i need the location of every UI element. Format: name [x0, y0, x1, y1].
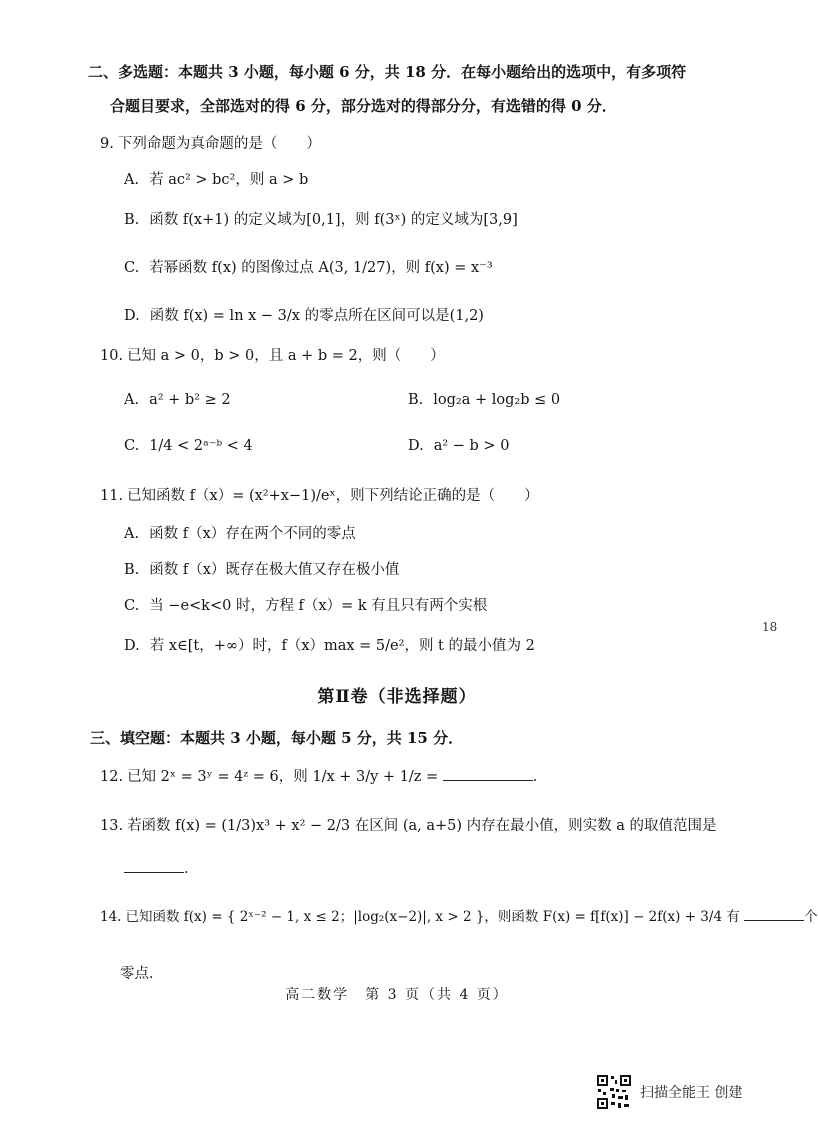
question-number: 10. — [100, 348, 124, 364]
q11-option-d — [124, 636, 535, 656]
question-text: 已知 2ˣ = 3ʸ = 4ᶻ = 6，则 1/x + 3/y + 1/z = — [127, 769, 439, 785]
question-text: 已知函数 f（x）= (x²+x−1)/eˣ，则下列结论正确的是（ ） — [127, 488, 539, 504]
part2-title: 第Ⅱ卷（非选择题） — [317, 687, 477, 707]
option-letter: D. — [124, 638, 140, 654]
option-text: 当 −e<k<0 时，方程 f（x）= k 有且只有两个实根 — [149, 598, 488, 614]
q13 — [100, 816, 716, 836]
option-letter: A. — [124, 392, 140, 408]
option-text: log₂a + log₂b ≤ 0 — [433, 392, 561, 408]
option-text: 函数 f（x）存在两个不同的零点 — [149, 526, 356, 542]
section3-header: 三、填空题：本题共 3 小题，每小题 5 分，共 15 分． — [90, 729, 464, 747]
side-mark: 18 — [762, 620, 778, 634]
q9-stem — [100, 134, 321, 154]
question-text: 已知函数 f(x) = { 2ˣ⁻² − 1, x ≤ 2；|log₂(x−2)|, x > 2 }，则函数 F(x) = f[f(x)] − 2f(x) + 3/4 有 — [125, 909, 740, 925]
option-text: 若 ac² > bc²，则 a > b — [149, 172, 309, 188]
option-letter: D. — [124, 308, 140, 324]
option-letter: C. — [124, 438, 140, 454]
option-text: a² + b² ≥ 2 — [149, 392, 231, 408]
option-letter: B. — [408, 392, 424, 408]
q14 — [100, 906, 818, 927]
q9-option-d — [124, 306, 484, 326]
question-text: 下列命题为真命题的是（ ） — [117, 136, 321, 152]
question-end: ． — [184, 861, 199, 877]
q11-stem — [100, 486, 539, 506]
option-text: 若 x∈[t，+∞）时，f（x）max = 5/e²，则 t 的最小值为 2 — [149, 638, 535, 654]
q10-option-d — [408, 436, 509, 456]
q9-option-a — [124, 170, 308, 190]
question-number: 14. — [100, 909, 122, 925]
q11-option-b — [124, 560, 399, 580]
option-letter: C. — [124, 598, 140, 614]
answer-blank[interactable] — [124, 858, 184, 873]
scanner-watermark: 扫描全能王 创建 — [640, 1085, 743, 1101]
question-text: 若函数 f(x) = (1/3)x³ + x² − 2/3 在区间 (a, a+5) 内存在最小值，则实数 a 的取值范围是 — [127, 818, 717, 834]
qr-code-icon — [596, 1074, 632, 1110]
answer-blank[interactable] — [744, 906, 804, 921]
option-text: 若幂函数 f(x) 的图像过点 A(3, 1/27)，则 f(x) = x⁻³ — [149, 260, 493, 276]
question-text-tail: 个 — [804, 909, 818, 925]
option-text: 函数 f（x）既存在极大值又存在极小值 — [149, 562, 400, 578]
question-end: ． — [532, 769, 548, 785]
option-text: 函数 f(x+1) 的定义域为[0,1]，则 f(3ˣ) 的定义域为[3,9] — [149, 212, 518, 228]
option-letter: B. — [124, 562, 140, 578]
option-letter: D. — [408, 438, 424, 454]
q10-stem — [100, 346, 445, 366]
section2-header-line1: 二、多选题：本题共 3 小题，每小题 6 分，共 18 分．在每小题给出的选项中，有多项符 — [88, 63, 687, 81]
question-number: 12. — [100, 769, 124, 785]
q10-option-c — [124, 436, 253, 456]
question-number: 13. — [100, 818, 124, 834]
page-footer: 高二数学 第 3 页（共 4 页） — [285, 987, 509, 1003]
option-letter: A. — [124, 172, 140, 188]
option-text: 1/4 < 2ᵃ⁻ᵇ < 4 — [149, 438, 253, 454]
option-text: 函数 f(x) = ln x − 3/x 的零点所在区间可以是(1,2) — [149, 308, 484, 324]
q12 — [100, 766, 547, 787]
question-number: 11. — [100, 488, 124, 504]
q13-answer-line — [124, 858, 199, 879]
option-letter: C. — [124, 260, 140, 276]
option-letter: B. — [124, 212, 140, 228]
q9-option-b — [124, 210, 518, 230]
q10-option-b — [408, 390, 560, 410]
answer-blank[interactable] — [443, 766, 533, 781]
q11-option-a — [124, 524, 356, 544]
q9-option-c — [124, 258, 493, 278]
question-text: 已知 a > 0，b > 0，且 a + b = 2，则（ ） — [127, 348, 445, 364]
q14-continuation: 零点． — [120, 966, 164, 982]
section2-header-line2: 合题目要求，全部选对的得 6 分，部分选对的得部分分，有选错的得 0 分． — [110, 97, 617, 115]
option-text: a² − b > 0 — [433, 438, 510, 454]
question-number: 9. — [100, 136, 114, 152]
option-letter: A. — [124, 526, 140, 542]
q11-option-c — [124, 596, 487, 616]
q10-option-a — [124, 390, 231, 410]
